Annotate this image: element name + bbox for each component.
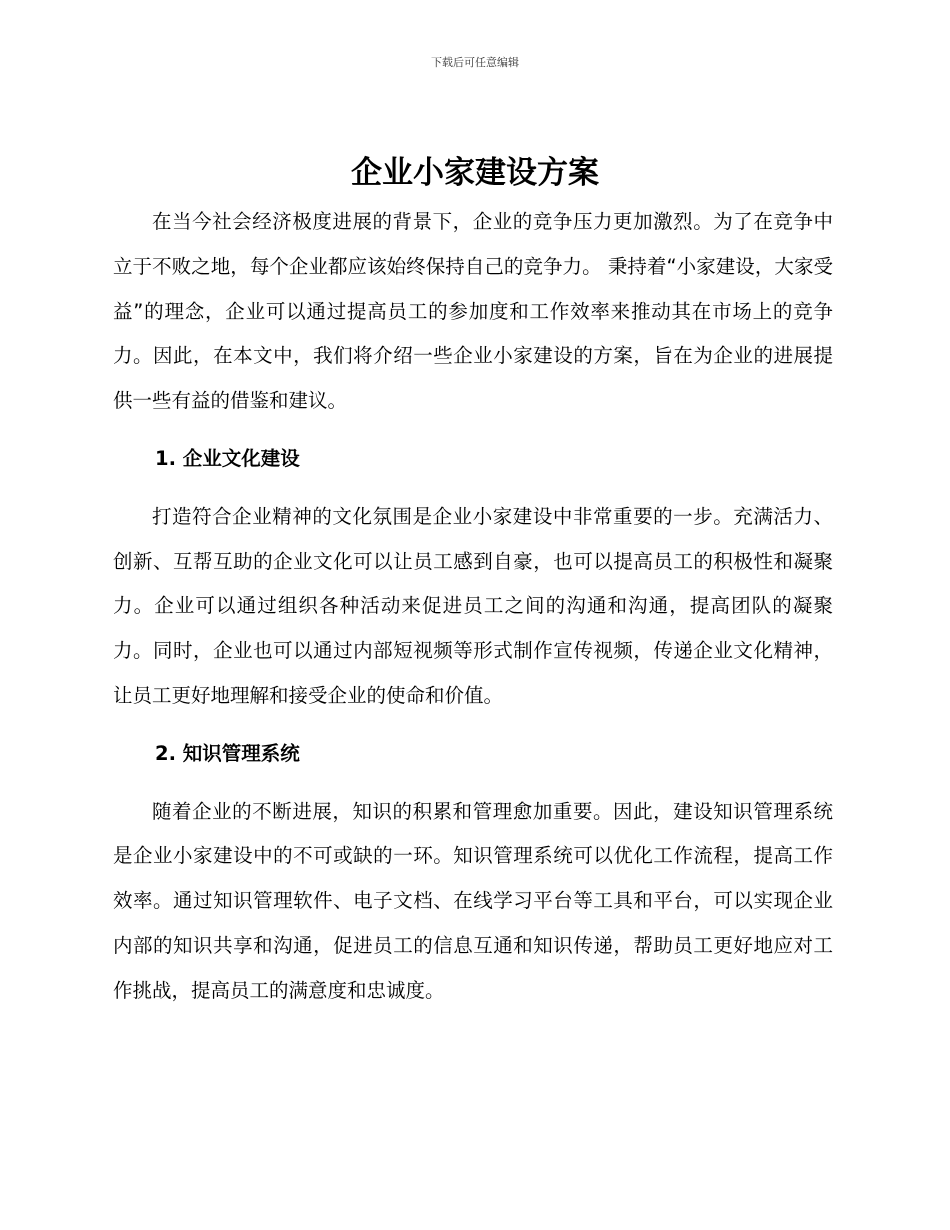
- intro-paragraph: 在当今社会经济极度进展的背景下，企业的竞争压力更加激烈。为了在竞争中立于不败之地，每个企业都应该始终保持自己的竞争力。 秉持着“小家建设，大家受益”的理念，企业可以通过提高员工的参加度和工作效率来推动其在市场上的竞争力。因此，在本文中，我们将介绍一些企业小家建设的方案，旨在为企业的进展提供一些有益的借鉴和建议。: [113, 210, 833, 413]
- section-heading-culture: 1. 企业文化建设: [155, 446, 300, 470]
- section-heading-knowledge: 2. 知识管理系统: [155, 741, 300, 765]
- section-body-knowledge: 随着企业的不断进展，知识的积累和管理愈加重要。因此，建设知识管理系统是企业小家建设中的不可或缺的一环。知识管理系统可以优化工作流程，提高工作效率。通过知识管理软件、电子文档、在线学习平台等工具和平台，可以实现企业内部的知识共享和沟通，促进员工的信息互通和知识传递，帮助员工更好地应对工作挑战，提高员工的满意度和忠诚度。: [113, 799, 833, 1002]
- document-body: [113, 200, 833, 1014]
- header-note: 下载后可任意编辑: [431, 56, 519, 69]
- section-body-culture: 打造符合企业精神的文化氛围是企业小家建设中非常重要的一步。充满活力、创新、互帮互助的企业文化可以让员工感到自豪，也可以提高员工的积极性和凝聚力。企业可以通过组织各种活动来促进员工之间的沟通和沟通，提高团队的凝聚力。同时，企业也可以通过内部短视频等形式制作宣传视频，传递企业文化精神，让员工更好地理解和接受企业的使命和价值。: [113, 504, 833, 707]
- document-title: 企业小家建设方案: [351, 155, 599, 191]
